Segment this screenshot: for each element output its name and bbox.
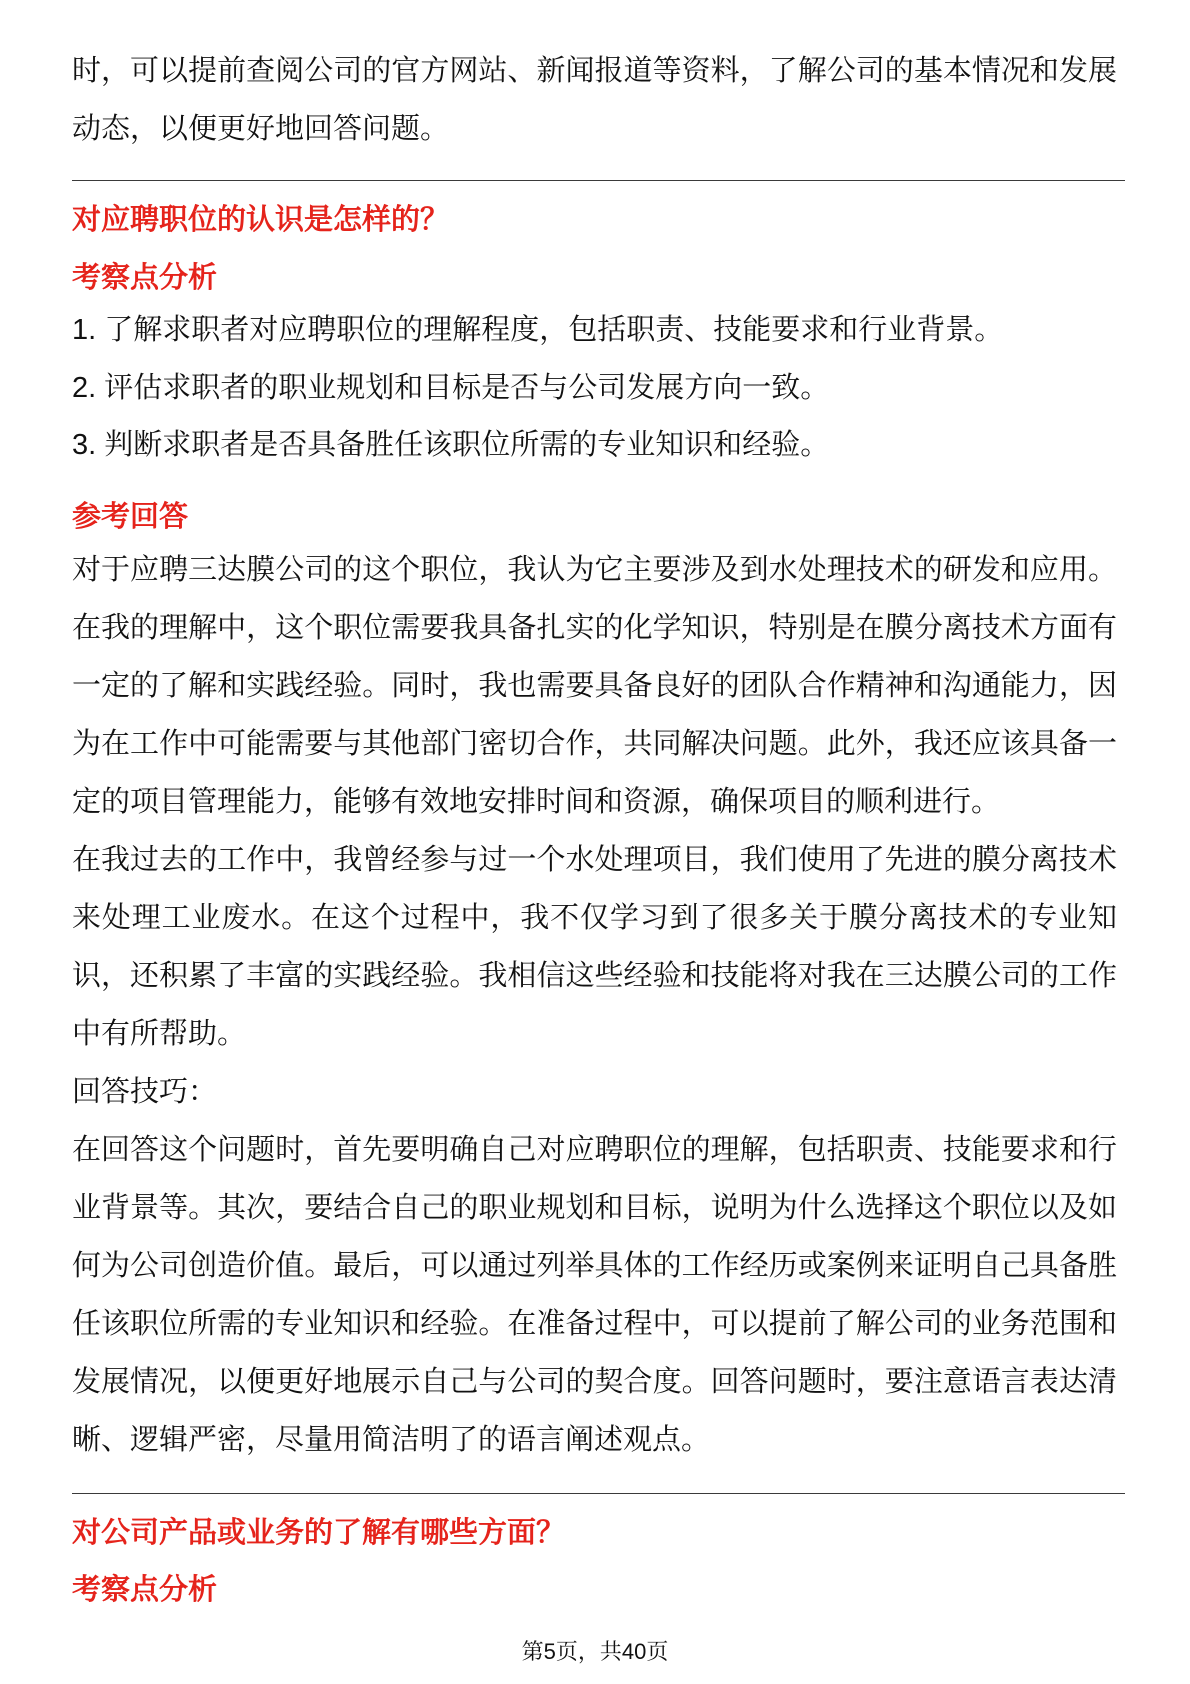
question-title: 对应聘职位的认识是怎样的？ — [72, 204, 450, 236]
paragraph-line: 为在工作中可能需要与其他部门密切合作，共同解决问题。此外，我还应该具备一 — [72, 728, 1117, 760]
analysis-item: 1. 了解求职者对应聘职位的理解程度，包括职责、技能要求和行业背景。 — [72, 314, 1004, 346]
paragraph-line: 任该职位所需的专业知识和经验。在准备过程中，可以提前了解公司的业务范围和 — [72, 1308, 1117, 1340]
paragraph-line: 一定的了解和实践经验。同时，我也需要具备良好的团队合作精神和沟通能力，因 — [72, 670, 1117, 702]
paragraph-line: 中有所帮助。 — [72, 1018, 247, 1050]
paragraph-line: 对于应聘三达膜公司的这个职位，我认为它主要涉及到水处理技术的研发和应用。 — [72, 554, 1117, 586]
paragraph-line: 来处理工业废水。在这个过程中，我不仅学习到了很多关于膜分离技术的专业知 — [72, 902, 1117, 934]
paragraph-line: 发展情况，以便更好地展示自己与公司的契合度。回答问题时，要注意语言表达清 — [72, 1366, 1117, 1398]
analysis-heading: 考察点分析 — [72, 262, 218, 294]
question-title: 对公司产品或业务的了解有哪些方面？ — [72, 1517, 566, 1549]
analysis-item: 2. 评估求职者的职业规划和目标是否与公司发展方向一致。 — [72, 372, 830, 404]
paragraph-line: 识，还积累了丰富的实践经验。我相信这些经验和技能将对我在三达膜公司的工作 — [72, 960, 1117, 992]
paragraph-line: 定的项目管理能力，能够有效地安排时间和资源，确保项目的顺利进行。 — [72, 786, 1001, 818]
paragraph-line: 晰、逻辑严密，尽量用简洁明了的语言阐述观点。 — [72, 1424, 711, 1456]
paragraph-line: 时，可以提前查阅公司的官方网站、新闻报道等资料，了解公司的基本情况和发展 — [72, 55, 1117, 87]
tips-heading: 回答技巧： — [72, 1076, 218, 1108]
paragraph-line: 业背景等。其次，要结合自己的职业规划和目标，说明为什么选择这个职位以及如 — [72, 1192, 1117, 1224]
paragraph-line: 何为公司创造价值。最后，可以通过列举具体的工作经历或案例来证明自己具备胜 — [72, 1250, 1117, 1282]
analysis-heading: 考察点分析 — [72, 1574, 218, 1606]
paragraph-line: 在回答这个问题时，首先要明确自己对应聘职位的理解，包括职责、技能要求和行 — [72, 1134, 1117, 1166]
paragraph-line: 动态，以便更好地回答问题。 — [72, 113, 450, 145]
paragraph-line: 在我过去的工作中，我曾经参与过一个水处理项目，我们使用了先进的膜分离技术 — [72, 844, 1117, 876]
page-number: 第5页，共40页 — [521, 1639, 669, 1664]
analysis-item: 3. 判断求职者是否具备胜任该职位所需的专业知识和经验。 — [72, 429, 830, 461]
section-divider — [72, 180, 1125, 181]
answer-heading: 参考回答 — [72, 501, 189, 533]
section-divider — [72, 1493, 1125, 1494]
paragraph-line: 在我的理解中，这个职位需要我具备扎实的化学知识，特别是在膜分离技术方面有 — [72, 612, 1117, 644]
